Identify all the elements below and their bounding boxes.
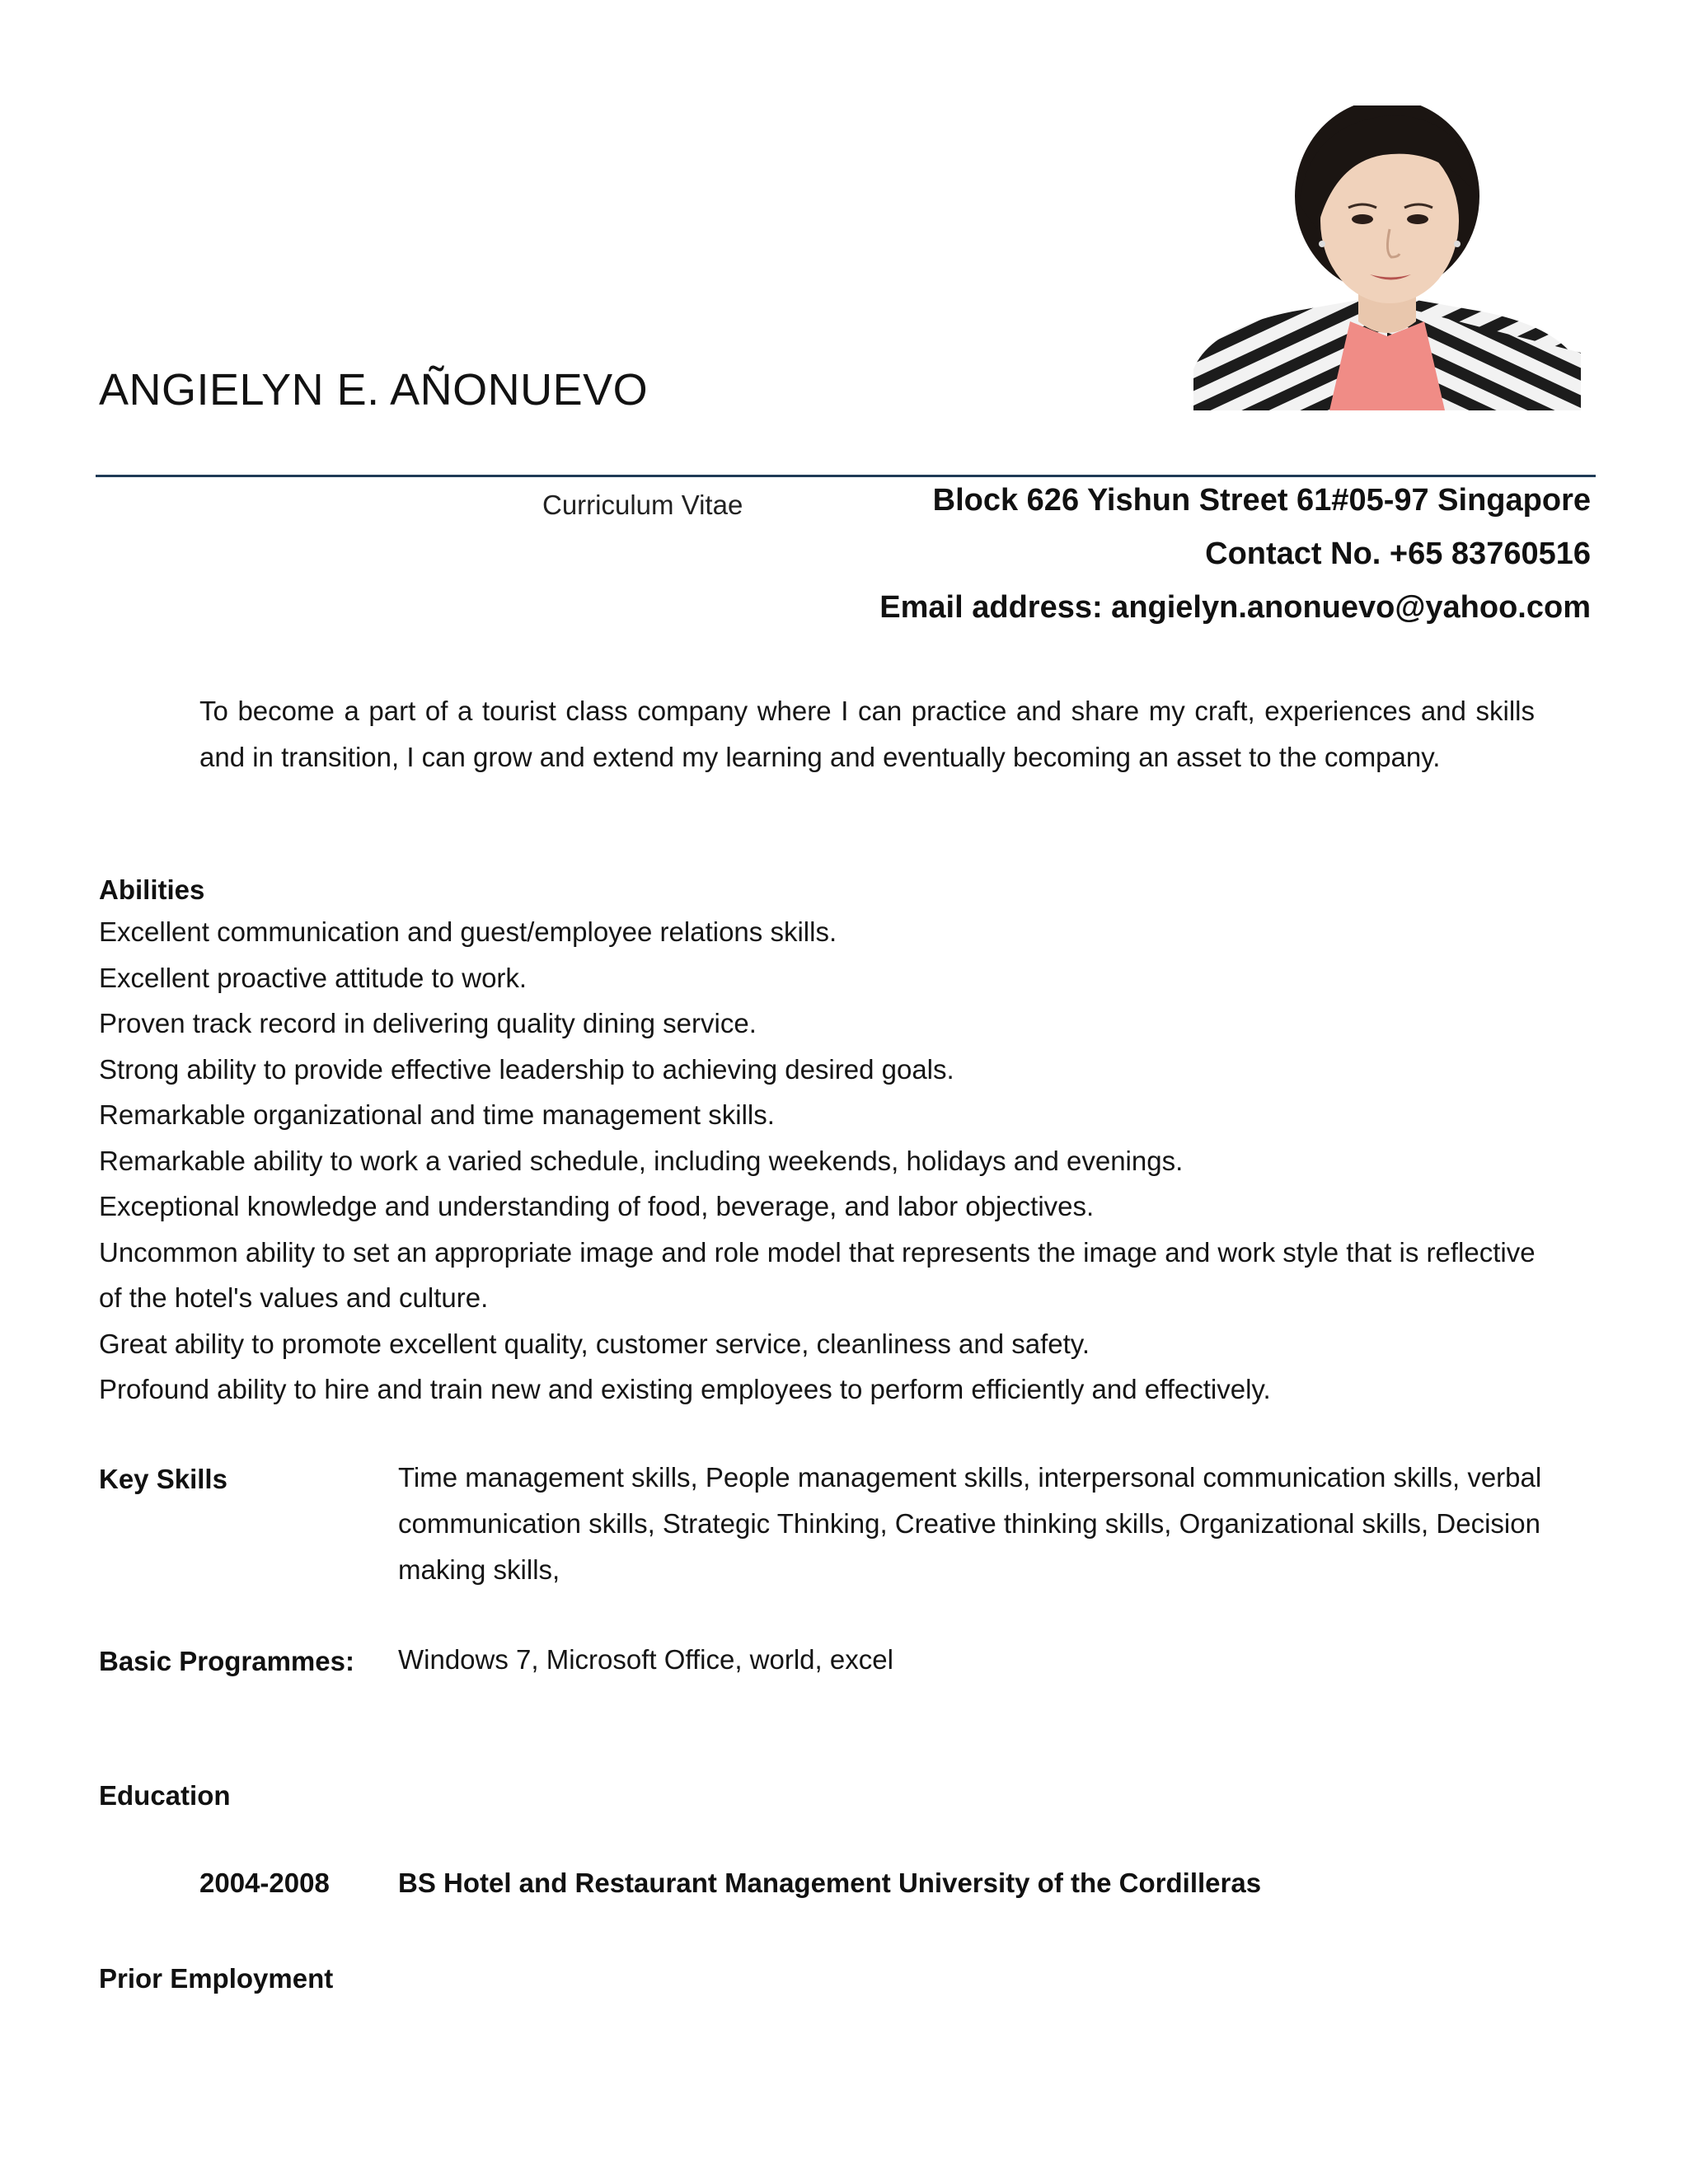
profile-photo	[1193, 105, 1581, 410]
objective-statement: To become a part of a tourist class company where I can practice and share my craft, experiences and skills and in transition, I can grow and extend my learning and eventually becoming an asset to the company.	[199, 696, 1535, 772]
ability-item: Remarkable ability to work a varied schedule, including weekends, holidays and evenings.	[99, 1145, 1184, 1176]
key-skills-value: Time management skills, People management skills, interpersonal communication skills, verbal communication skills, Strategic Thinking, Creative thinking skills, Organizational skills, Decision making skills,	[398, 1462, 1542, 1585]
ability-item: Excellent proactive attitude to work.	[99, 962, 528, 993]
candidate-name: ANGIELYN E. AÑONUEVO	[99, 365, 649, 415]
ability-item: Excellent communication and guest/employee relations skills.	[99, 916, 837, 947]
education-heading: Education	[99, 1780, 231, 1811]
education-years: 2004-2008	[199, 1868, 330, 1898]
basic-programmes-label: Basic Programmes:	[99, 1646, 354, 1676]
ability-item: Exceptional knowledge and understanding of food, beverage, and labor objectives.	[99, 1191, 1095, 1221]
address-line: Block 626 Yishun Street 61#05-97 Singapore	[932, 483, 1591, 518]
ability-item: Proven track record in delivering quality dining service.	[99, 1008, 757, 1038]
education-degree: BS Hotel and Restaurant Management University of the Cordilleras	[398, 1868, 1262, 1898]
ability-item: Great ability to promote excellent quality, customer service, cleanliness and safety.	[99, 1328, 1090, 1359]
document-label: Curriculum Vitae	[542, 490, 743, 520]
key-skills-label: Key Skills	[99, 1464, 227, 1494]
basic-programmes-value: Windows 7, Microsoft Office, world, excel	[398, 1644, 893, 1675]
abilities-heading: Abilities	[99, 874, 205, 905]
ability-item: Strong ability to provide effective leadership to achieving desired goals.	[99, 1053, 954, 1085]
phone-line: Contact No. +65 83760516	[1205, 537, 1591, 571]
ability-item: Uncommon ability to set an appropriate image and role model that represents the image and work style that is reflective of the hotel's values and culture.	[99, 1236, 1536, 1313]
header-divider	[96, 475, 1596, 477]
employment-heading: Prior Employment	[99, 1963, 334, 1994]
email-line: Email address: angielyn.anonuevo@yahoo.com	[879, 590, 1591, 625]
ability-item: Profound ability to hire and train new and existing employees to perform efficiently and effectively.	[99, 1374, 1271, 1404]
ability-item: Remarkable organizational and time management skills.	[99, 1099, 775, 1130]
portrait-image	[1193, 105, 1581, 410]
abilities-list	[99, 909, 1558, 1413]
